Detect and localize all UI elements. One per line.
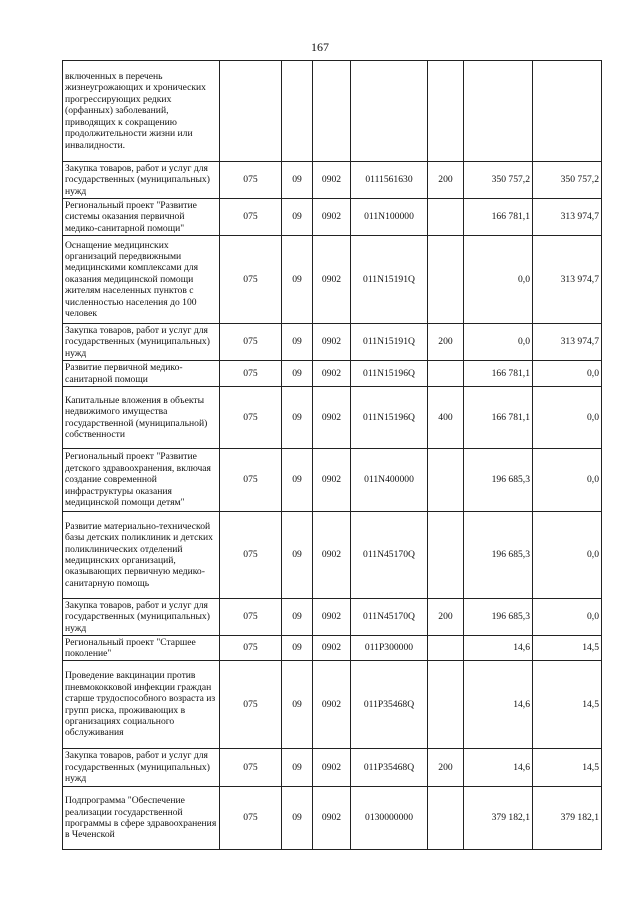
cell-csr: 011N15191Q — [351, 324, 428, 361]
cell-vr — [428, 199, 464, 236]
cell-sum2: 313 974,7 — [533, 236, 602, 324]
table-row — [63, 361, 602, 387]
cell-csr — [351, 61, 428, 162]
cell-rz: 09 — [282, 324, 313, 361]
cell-ved: 075 — [220, 787, 282, 850]
cell-sum1: 166 781,1 — [464, 361, 533, 387]
table-row — [63, 324, 602, 361]
cell-sum1: 14,6 — [464, 661, 533, 749]
cell-csr: 011N45170Q — [351, 599, 428, 636]
cell-rz: 09 — [282, 599, 313, 636]
cell-ved: 075 — [220, 749, 282, 787]
table-row — [63, 661, 602, 749]
table-row — [63, 61, 602, 162]
table-row — [63, 162, 602, 199]
cell-vr: 200 — [428, 162, 464, 199]
cell-pr: 0902 — [313, 449, 351, 512]
cell-csr: 011N100000 — [351, 199, 428, 236]
table-row — [63, 636, 602, 661]
cell-sum2 — [533, 61, 602, 162]
cell-sum2: 313 974,7 — [533, 324, 602, 361]
row-name: Оснащение медицинских организаций передвижными медицинскими комплексами для оказания медицинской помощи жителям населенных пунктов с численностью населения до 100 человек — [63, 236, 220, 324]
cell-rz: 09 — [282, 387, 313, 449]
row-name: Региональный проект "Старшее поколение" — [63, 636, 220, 661]
cell-vr — [428, 361, 464, 387]
cell-rz — [282, 61, 313, 162]
cell-rz: 09 — [282, 636, 313, 661]
cell-vr: 200 — [428, 599, 464, 636]
cell-sum2: 0,0 — [533, 361, 602, 387]
cell-vr — [428, 512, 464, 599]
cell-csr: 011N15196Q — [351, 387, 428, 449]
cell-pr: 0902 — [313, 324, 351, 361]
cell-sum2: 14,5 — [533, 661, 602, 749]
cell-sum2: 0,0 — [533, 599, 602, 636]
cell-sum1: 166 781,1 — [464, 199, 533, 236]
cell-rz: 09 — [282, 361, 313, 387]
row-name: Капитальные вложения в объекты недвижимого имущества государственной (муниципальной) собственности — [63, 387, 220, 449]
cell-rz: 09 — [282, 787, 313, 850]
cell-pr: 0902 — [313, 162, 351, 199]
cell-sum1: 0,0 — [464, 324, 533, 361]
cell-ved: 075 — [220, 324, 282, 361]
budget-table — [62, 60, 602, 850]
row-name: Закупка товаров, работ и услуг для государственных (муниципальных) нужд — [63, 324, 220, 361]
cell-csr: 011P35468Q — [351, 749, 428, 787]
cell-sum1: 350 757,2 — [464, 162, 533, 199]
cell-pr: 0902 — [313, 636, 351, 661]
cell-sum1: 196 685,3 — [464, 512, 533, 599]
cell-csr: 011N45170Q — [351, 512, 428, 599]
cell-pr: 0902 — [313, 387, 351, 449]
cell-ved: 075 — [220, 599, 282, 636]
cell-csr: 0111561630 — [351, 162, 428, 199]
cell-ved: 075 — [220, 162, 282, 199]
row-name: Развитие материально-технической базы детских поликлиник и детских поликлинических отделений медицинских организаций, оказывающих первичную медико-санитарную помощь — [63, 512, 220, 599]
cell-vr — [428, 449, 464, 512]
cell-sum1: 379 182,1 — [464, 787, 533, 850]
cell-ved: 075 — [220, 449, 282, 512]
cell-sum1: 196 685,3 — [464, 599, 533, 636]
table-row — [63, 599, 602, 636]
cell-rz: 09 — [282, 661, 313, 749]
table-row — [63, 449, 602, 512]
row-name: включенных в перечень жизнеугрожающих и хронических прогрессирующих редких (орфанных) заболеваний, приводящих к сокращению продолжительности жизни или инвалидности. — [63, 61, 220, 162]
cell-sum1: 0,0 — [464, 236, 533, 324]
cell-pr: 0902 — [313, 361, 351, 387]
row-name: Подпрограмма "Обеспечение реализации государственной программы в сфере здравоохранения в Чеченской — [63, 787, 220, 850]
cell-sum2: 313 974,7 — [533, 199, 602, 236]
cell-sum1: 14,6 — [464, 749, 533, 787]
cell-sum1: 14,6 — [464, 636, 533, 661]
cell-pr: 0902 — [313, 749, 351, 787]
row-name: Развитие первичной медико-санитарной помощи — [63, 361, 220, 387]
page-number: 167 — [311, 40, 329, 54]
cell-ved: 075 — [220, 361, 282, 387]
cell-rz: 09 — [282, 162, 313, 199]
cell-sum2: 14,5 — [533, 636, 602, 661]
table-row — [63, 787, 602, 850]
cell-sum1: 196 685,3 — [464, 449, 533, 512]
cell-vr: 200 — [428, 749, 464, 787]
cell-csr: 011N400000 — [351, 449, 428, 512]
cell-csr: 011P35468Q — [351, 661, 428, 749]
cell-sum1 — [464, 61, 533, 162]
cell-ved — [220, 61, 282, 162]
cell-rz: 09 — [282, 199, 313, 236]
row-name: Закупка товаров, работ и услуг для государственных (муниципальных) нужд — [63, 599, 220, 636]
table-row — [63, 512, 602, 599]
cell-vr: 200 — [428, 324, 464, 361]
row-name: Региональный проект "Развитие системы оказания первичной медико-санитарной помощи" — [63, 199, 220, 236]
table-row — [63, 199, 602, 236]
table-row — [63, 387, 602, 449]
cell-pr: 0902 — [313, 661, 351, 749]
cell-rz: 09 — [282, 236, 313, 324]
cell-csr: 0130000000 — [351, 787, 428, 850]
cell-ved: 075 — [220, 636, 282, 661]
cell-vr — [428, 236, 464, 324]
cell-vr — [428, 787, 464, 850]
cell-sum2: 0,0 — [533, 387, 602, 449]
cell-pr: 0902 — [313, 236, 351, 324]
cell-vr: 400 — [428, 387, 464, 449]
row-name: Проведение вакцинации против пневмококковой инфекции граждан старше трудоспособного возраста из групп риска, проживающих в организациях социального обслуживания — [63, 661, 220, 749]
cell-pr: 0902 — [313, 199, 351, 236]
cell-ved: 075 — [220, 236, 282, 324]
cell-sum2: 14,5 — [533, 749, 602, 787]
row-name: Региональный проект "Развитие детского здравоохранения, включая создание современной инфраструктуры оказания медицинской помощи детям" — [63, 449, 220, 512]
cell-pr: 0902 — [313, 599, 351, 636]
cell-ved: 075 — [220, 199, 282, 236]
cell-ved: 075 — [220, 387, 282, 449]
table-row — [63, 236, 602, 324]
row-name: Закупка товаров, работ и услуг для государственных (муниципальных) нужд — [63, 162, 220, 199]
cell-pr — [313, 61, 351, 162]
cell-sum2: 350 757,2 — [533, 162, 602, 199]
row-name: Закупка товаров, работ и услуг для государственных (муниципальных) нужд — [63, 749, 220, 787]
cell-vr — [428, 661, 464, 749]
cell-sum2: 0,0 — [533, 449, 602, 512]
cell-sum2: 0,0 — [533, 512, 602, 599]
cell-csr: 011N15196Q — [351, 361, 428, 387]
cell-csr: 011P300000 — [351, 636, 428, 661]
cell-sum1: 166 781,1 — [464, 387, 533, 449]
cell-vr — [428, 636, 464, 661]
cell-ved: 075 — [220, 661, 282, 749]
cell-rz: 09 — [282, 449, 313, 512]
cell-vr — [428, 61, 464, 162]
cell-rz: 09 — [282, 749, 313, 787]
cell-ved: 075 — [220, 512, 282, 599]
cell-pr: 0902 — [313, 787, 351, 850]
cell-sum2: 379 182,1 — [533, 787, 602, 850]
cell-pr: 0902 — [313, 512, 351, 599]
table-row — [63, 749, 602, 787]
cell-rz: 09 — [282, 512, 313, 599]
cell-csr: 011N15191Q — [351, 236, 428, 324]
